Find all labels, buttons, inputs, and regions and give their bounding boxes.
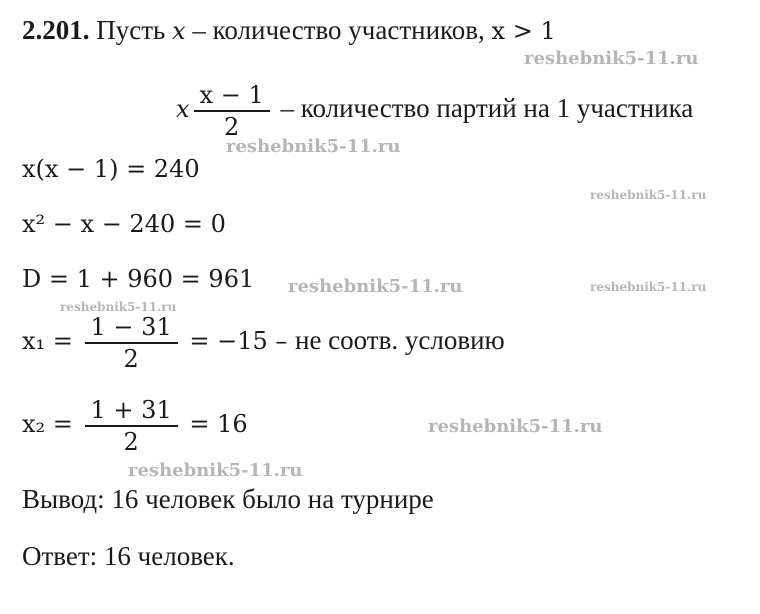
discriminant: D = 1 + 960 = 961 bbox=[22, 265, 255, 293]
root-2-fraction bbox=[85, 395, 178, 457]
fraction-numerator: x − 1 bbox=[194, 80, 270, 112]
intro-dash-text: – количество участников, bbox=[185, 15, 492, 45]
problem-statement bbox=[22, 14, 556, 47]
fraction-denominator: 2 bbox=[223, 113, 240, 141]
problem-number: 2.201. bbox=[22, 15, 90, 45]
root-1-line bbox=[22, 312, 505, 374]
games-text: – количество партий на 1 участника bbox=[273, 93, 694, 124]
var-x-2: x bbox=[176, 95, 190, 124]
root-2-line bbox=[22, 395, 248, 457]
watermark: reshebnik5-11.ru bbox=[524, 48, 699, 69]
root-1-denominator: 2 bbox=[123, 345, 139, 373]
root-2-numerator: 1 + 31 bbox=[85, 395, 178, 427]
watermark: reshebnik5-11.ru bbox=[288, 276, 463, 297]
root-1-value: = −15 – bbox=[181, 327, 295, 356]
var-x: x bbox=[172, 17, 186, 45]
root-2-denominator: 2 bbox=[123, 428, 139, 456]
root-1-label: x₁ = bbox=[22, 327, 81, 356]
root-1-fraction bbox=[85, 312, 178, 374]
conclusion: Вывод: 16 человек было на турнире bbox=[22, 484, 434, 514]
root-1-note: не соотв. условию bbox=[295, 325, 505, 356]
watermark: reshebnik5-11.ru bbox=[590, 188, 707, 202]
root-1-numerator: 1 − 31 bbox=[85, 312, 178, 344]
condition: x > 1 bbox=[491, 17, 556, 45]
equation-1: x(x − 1) = 240 bbox=[22, 155, 200, 183]
watermark: reshebnik5-11.ru bbox=[226, 136, 401, 157]
watermark: reshebnik5-11.ru bbox=[60, 300, 177, 314]
root-2-value: = 16 bbox=[181, 410, 248, 439]
equation-2: x² − x − 240 = 0 bbox=[22, 210, 226, 238]
watermark: reshebnik5-11.ru bbox=[128, 460, 303, 481]
root-2-label: x₂ = bbox=[22, 410, 81, 439]
answer: Ответ: 16 человек. bbox=[22, 541, 235, 571]
fraction-x-minus-1-over-2 bbox=[194, 80, 270, 142]
watermark: reshebnik5-11.ru bbox=[428, 416, 603, 437]
intro-text: Пусть bbox=[96, 15, 173, 45]
watermark: reshebnik5-11.ru bbox=[590, 280, 707, 294]
games-per-participant-line bbox=[176, 80, 693, 142]
